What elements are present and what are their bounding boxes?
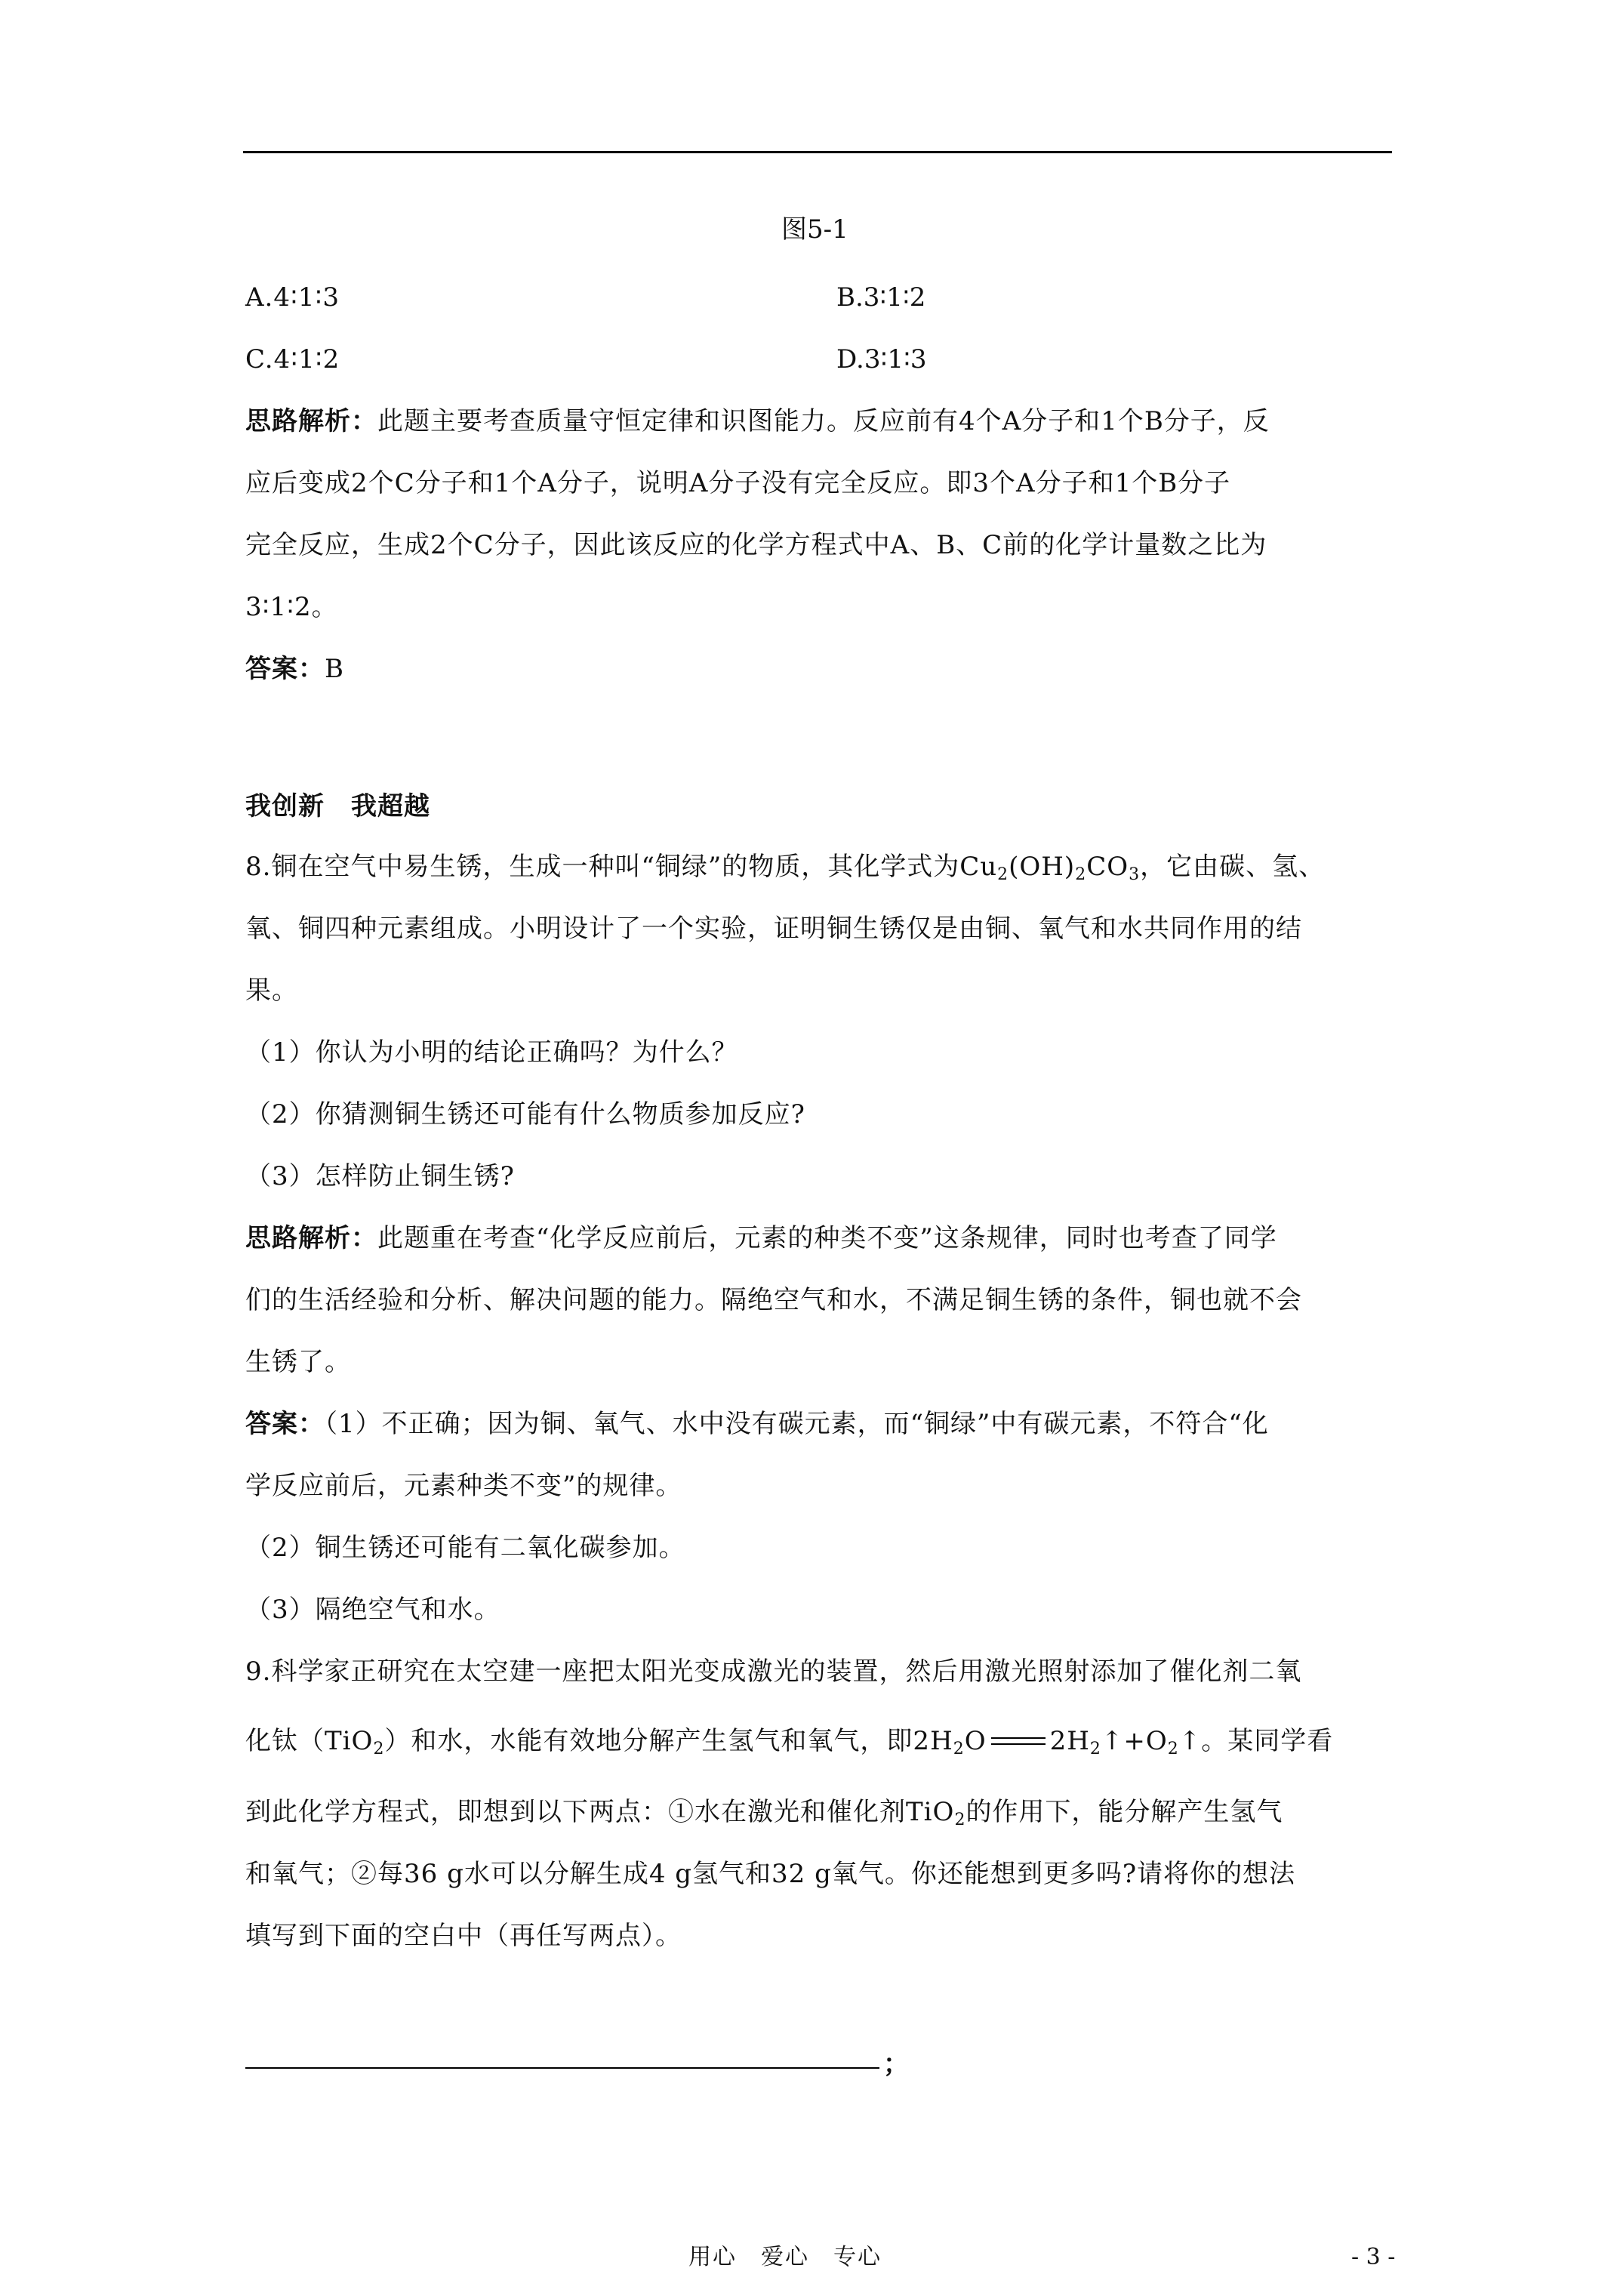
q8-line-3: 果。 xyxy=(245,975,298,1006)
q8-answer-3: （3）隔绝空气和水。 xyxy=(245,1595,500,1625)
q7-answer-label: 答案： xyxy=(245,654,325,684)
q8-analysis-line-1: 思路解析：此题重在考查“化学反应前后，元素的种类不变”这条规律，同时也考查了同学 xyxy=(245,1223,1277,1253)
q9-line-1: 9.科学家正研究在太空建一座把太阳光变成激光的装置，然后用激光照射添加了催化剂二氧 xyxy=(245,1657,1302,1687)
q8-analysis-line-2: 们的生活经验和分析、解决问题的能力。隔绝空气和水，不满足铜生锈的条件，铜也就不会 xyxy=(245,1285,1302,1315)
option-b: B.3∶1∶2 xyxy=(836,282,926,313)
q8-answer-2: （2）铜生锈还可能有二氧化碳参加。 xyxy=(245,1533,685,1563)
q8-sub-question-2: （2）你猜测铜生锈还可能有什么物质参加反应? xyxy=(245,1099,805,1130)
equation-double-line xyxy=(987,1742,1050,1749)
q8-answer-label: 答案： xyxy=(245,1409,325,1439)
q7-analysis-label: 思路解析： xyxy=(245,406,377,436)
q9-line-4: 和氧气；②每36 g水可以分解生成4 g氢气和32 g氧气。你还能想到更多吗?请将你的想法 xyxy=(245,1859,1296,1889)
q8-analysis-line-3: 生锈了。 xyxy=(245,1347,351,1377)
option-a: A.4∶1∶3 xyxy=(245,282,340,313)
q7-analysis-line-3: 完全反应，生成2个C分子，因此该反应的化学方程式中A、B、C前的化学计量数之比为 xyxy=(245,530,1267,560)
q7-analysis-line-1: 思路解析：此题主要考查质量守恒定律和识图能力。反应前有4个A分子和1个B分子，反 xyxy=(245,406,1270,436)
option-d: D.3∶1∶3 xyxy=(836,344,927,374)
q9-line-2: 化钛（TiO$_2$）和水，水能有效地分解产生氢气和氧气，即$2H_2O$ $2H_2↑+O_2↑$。某同学看 xyxy=(245,1726,1334,1758)
header-rule xyxy=(243,151,1392,153)
q9-line-3: 到此化学方程式，即想到以下两点：①水在激光和催化剂TiO$_2$的作用下，能分解产生氢气 xyxy=(245,1797,1283,1829)
q7-analysis-line-2: 应后变成2个C分子和1个A分子，说明A分子没有完全反应。即3个A分子和1个B分子 xyxy=(245,468,1231,498)
q8-answer-line-1: 答案：（1）不正确；因为铜、氧气、水中没有碳元素，而“铜绿”中有碳元素，不符合“化 xyxy=(245,1409,1269,1439)
figure-caption: 图5-1 xyxy=(781,214,848,245)
q8-line-2: 氧、铜四种元素组成。小明设计了一个实验，证明铜生锈仅是由铜、氧气和水共同作用的结 xyxy=(245,914,1302,944)
blank-semicolon: ； xyxy=(883,2049,909,2079)
q8-analysis-label: 思路解析： xyxy=(245,1223,377,1253)
section-title: 我创新 我超越 xyxy=(245,791,430,821)
q8-sub-question-1: （1）你认为小明的结论正确吗？为什么？ xyxy=(245,1037,738,1068)
q8-answer-line-2: 学反应前后，元素种类不变”的规律。 xyxy=(245,1471,682,1501)
option-c: C.4∶1∶2 xyxy=(245,344,340,374)
q8-sub-question-3: （3）怎样防止铜生锈? xyxy=(245,1161,515,1191)
page-number: - 3 - xyxy=(1351,2244,1396,2270)
q7-analysis-line-4: 3∶1∶2。 xyxy=(245,592,338,622)
q7-answer: 答案：B xyxy=(245,654,344,684)
q8-line-1: 8.铜在空气中易生锈，生成一种叫“铜绿”的物质，其化学式为$Cu_2(OH)_2CO_3$，它由碳、氢、 xyxy=(245,852,1326,884)
q9-line-5: 填写到下面的空白中（再任写两点）。 xyxy=(245,1921,682,1951)
footer-slogan: 用心 爱心 专心 xyxy=(688,2244,882,2270)
answer-blank-line[interactable] xyxy=(245,2067,879,2069)
